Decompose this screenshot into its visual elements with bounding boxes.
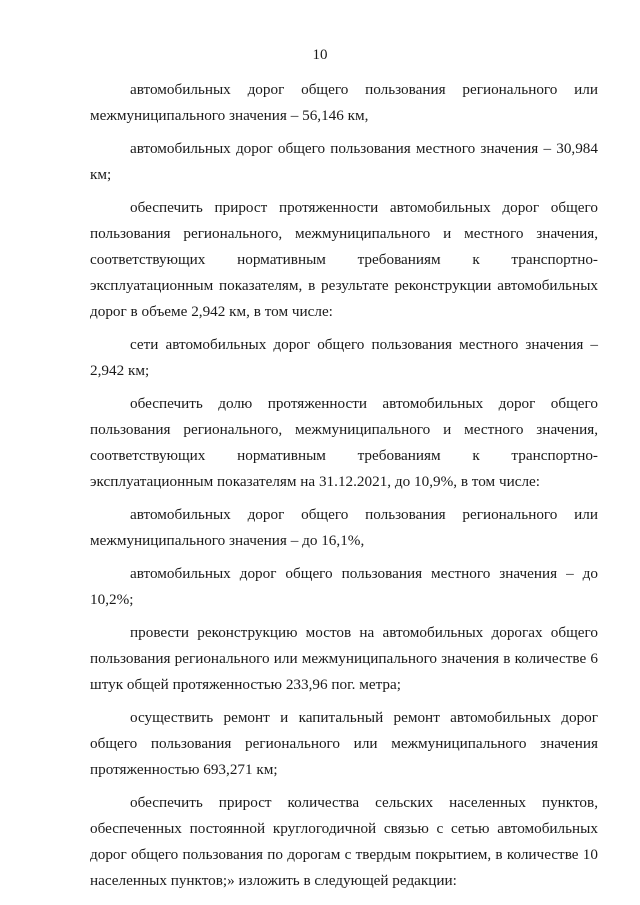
paragraph-local-network-length: сети автомобильных дорог общего пользования местного значения – 2,942 км;: [90, 335, 598, 379]
paragraph-rural-connectivity: обеспечить прирост количества сельских населенных пунктов, обеспеченных постоянной круглогодичной связью с сетью автомобильных дорог общего пользования по дорогам с твердым покрытием, в количестве 10 населенных пунктов;» изложить в следующей редакции:: [90, 794, 598, 889]
paragraph-compliant-share: обеспечить долю протяженности автомобильных дорог общего пользования регионального, межмуниципального и местного значения, соответствующих нормативным требованиям к транспортно-эксплуатационным показателям на 31.12.2021, до 10,9%, в том числе:: [90, 395, 598, 490]
page-number: 10: [312, 47, 328, 63]
paragraph-local-share: автомобильных дорог общего пользования местного значения – до 10,2%;: [90, 565, 598, 608]
paragraph-reconstruction-growth: обеспечить прирост протяженности автомобильных дорог общего пользования регионального, межмуниципального и местного значения, соответствующих нормативным требованиям к транспортно-эксплуатационным показателям, в результате реконструкции автомобильных дорог в объеме 2,942 км, в том числе:: [90, 199, 598, 320]
paragraph-road-repair: осуществить ремонт и капитальный ремонт автомобильных дорог общего пользования регионального или межмуниципального значения протяженностью 693,271 км;: [90, 709, 598, 778]
paragraph-bridge-reconstruction: провести реконструкцию мостов на автомобильных дорогах общего пользования регионального или межмуниципального значения в количестве 6 штук общей протяженностью 233,96 пог. метра;: [90, 624, 598, 693]
paragraph-regional-share: автомобильных дорог общего пользования регионального или межмуниципального значения – до 16,1%,: [90, 505, 598, 549]
paragraph-regional-roads-length: автомобильных дорог общего пользования регионального или межмуниципального значения – 56,146 км,: [90, 81, 598, 124]
paragraph-local-roads-length: автомобильных дорог общего пользования местного значения – 30,984 км;: [90, 140, 598, 183]
document-body: [90, 77, 598, 893]
